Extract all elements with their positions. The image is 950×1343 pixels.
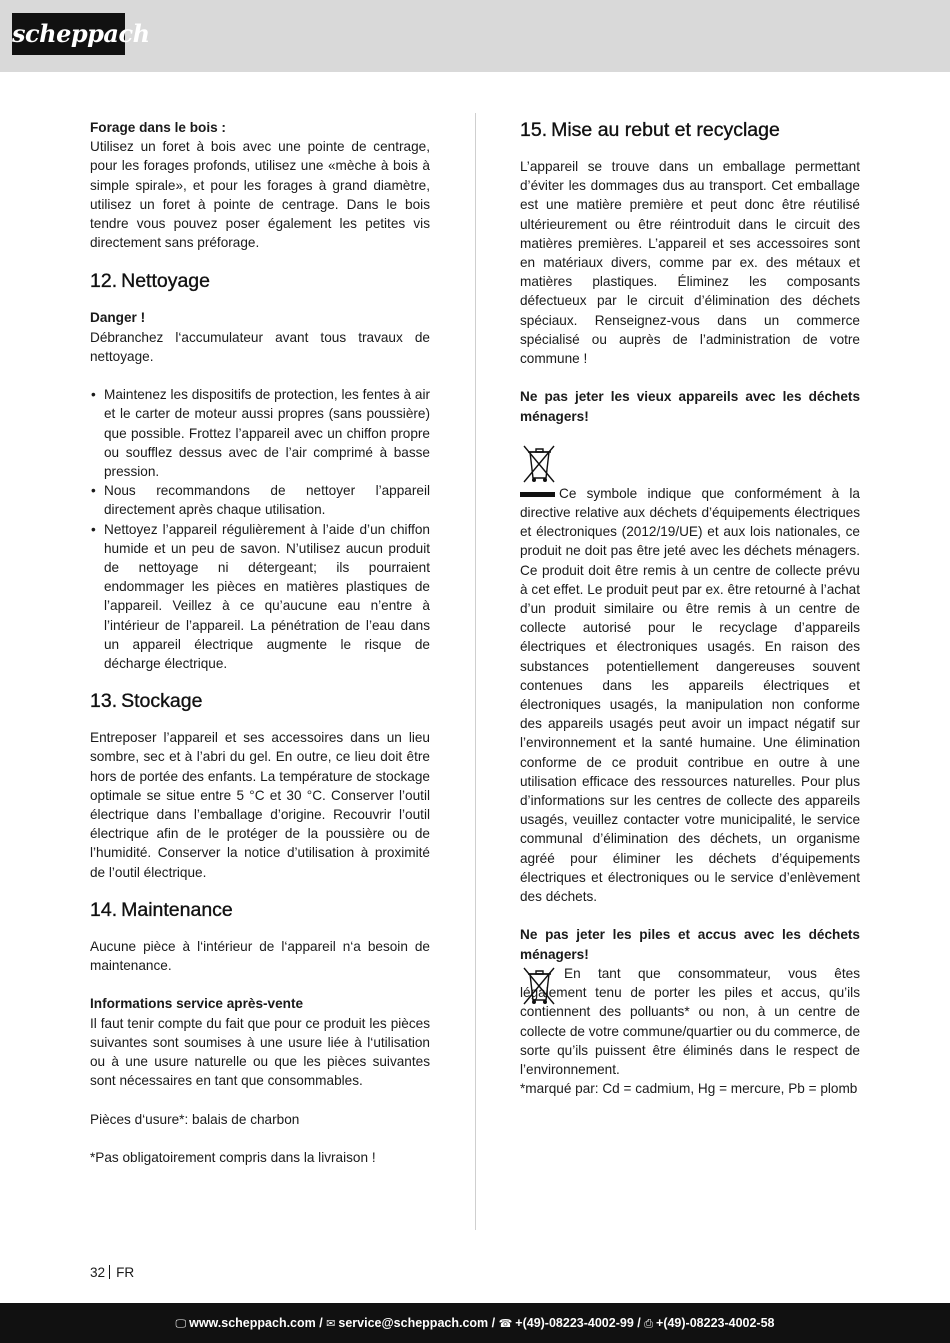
section-13-heading — [90, 689, 430, 713]
batteries-paragraph: En tant que consommateur, vous êtes légalement tenu de porter les piles et accus, qu’ils contiennent des polluants* ou non, à un centre de collecte de votre commune/quartier ou du commerce, de sorte qu’ils puissent être éliminés dans le respect de l’environnement. — [520, 965, 861, 1077]
weee-paragraph — [520, 484, 860, 906]
danger-label: Danger ! — [90, 310, 146, 326]
footer-fax: +(49)-08223-4002-58 — [656, 1316, 775, 1330]
page-number-separator — [109, 1265, 110, 1279]
page-footer — [0, 1303, 950, 1343]
page-header — [0, 0, 950, 72]
section-12-heading — [90, 269, 430, 293]
page-number-value: 32 — [90, 1265, 106, 1280]
section-15-heading — [520, 118, 860, 142]
batteries-heading: Ne pas jeter les piles et accus avec les déchets ménagers! — [520, 927, 860, 962]
footer-website[interactable]: www.scheppach.com — [189, 1316, 316, 1330]
footer-separator: / — [315, 1316, 327, 1330]
right-column — [520, 118, 860, 1098]
brand-logo: scheppach — [12, 13, 125, 55]
drilling-heading: Forage dans le bois : — [90, 120, 226, 135]
column-divider — [475, 113, 476, 1230]
footer-phone[interactable]: +(49)-08223-4002-99 — [515, 1316, 634, 1330]
marked-note: *marqué par: Cd = cadmium, Hg = mercure, Pb = plomb — [520, 1081, 858, 1097]
drilling-paragraph: Utilisez un foret à bois avec une pointe de centrage, pour les forages profonds, utilisez une «mèche à bois à simple spirale», et pour les forages à grand diamètre, utilisez un foret à pointe de centrage. Dans le bois tendre vous pouvez poser également les petites vis directement sans préforage. — [90, 139, 430, 251]
cleaning-list — [90, 385, 430, 673]
mail-icon: ✉ — [326, 1318, 336, 1330]
danger-paragraph: Débranchez l‘accumulateur avant tous travaux de nettoyage. — [90, 329, 430, 364]
list-item: • Nous recommandons de nettoyer l’appareil directement après chaque utilisation. — [90, 481, 430, 519]
page-number — [90, 1265, 134, 1280]
section-13-number: 13. — [90, 690, 118, 713]
footer-email[interactable]: service@scheppach.com — [338, 1316, 489, 1330]
weee-symbol-row — [520, 442, 860, 484]
computer-icon: 🖵 — [175, 1318, 187, 1330]
list-item: • Maintenez les dispositifs de protection, les fentes à air et le carter de moteur aussi propres (sans poussière) que possible. Frottez l’appareil avec un chiffon propre ou soufflez dessus avec de l’air comprimé à basse pression. — [90, 385, 430, 481]
page-language: FR — [116, 1265, 135, 1280]
list-item: • Nettoyez l’appareil régulièrement à l’aide d’un chiffon humide et un peu de savon. N’utilisez aucun produit de nettoyage ni détergeant; ils pourraient endommager les pièces en matières plastiques de l’appareil. Veillez à ce qu’aucune eau n’entre à l’intérieur de l’appareil. La pénétration de l’eau dans un appareil électrique augmente le risque de décharge électrique. — [90, 520, 430, 674]
section-12-title: Nettoyage — [121, 270, 211, 293]
section-14-number: 14. — [90, 898, 118, 921]
footer-separator: / — [633, 1316, 645, 1330]
maintenance-paragraph: Aucune pièce à l‘intérieur de l‘appareil n‘a besoin de maintenance. — [90, 938, 430, 974]
crossed-bin-icon — [520, 442, 558, 484]
section-15-title: Mise au rebut et recyclage — [551, 119, 780, 141]
section-14-heading — [90, 898, 430, 922]
weee-text: Ce symbole indique que conformément à la directive relative aux déchets d’équipements électriques et électroniques (2012/19/UE) et aux lois nationales, ce produit ne doit pas être jeté avec les déchets ménagers. Ce produit doit être remis à un centre de collecte prévu à cet effet. Le produit peut par ex. être retourné à l’achat d’un produit similaire ou être remis à un centre de collecte autorisé pour le recyclage d’appareils électriques et électroniques usagés. En raison des substances potentiellement dangereuses souvent contenues dans les appareils électriques et électroniques usagés, la manipulation non conforme des appareils usagés peut avoir un impact négatif sur l’environnement et la santé humaine. Une élimination conforme de ce produit contribue en outre à une utilisation efficace des ressources naturelles. Pour plus d’informations sur les centres de collecte des appareils usagés, veuillez contacter votre municipalité, le service communal d’élimination des déchets, un organisme agréé pour éliminer les déchets d’équipements électriques et électroniques ou le service d’enlèvement des déchets. — [520, 485, 860, 905]
footer-separator: / — [488, 1316, 499, 1330]
left-column — [90, 118, 430, 1167]
section-14-title: Maintenance — [121, 898, 233, 921]
not-included-note: *Pas obligatoirement compris dans la livraison ! — [90, 1150, 376, 1166]
fax-icon: ⎙ — [644, 1318, 654, 1330]
battery-block — [520, 964, 860, 1079]
service-paragraph: Il faut tenir compte du fait que pour ce produit les pièces suivantes sont soumises à une usure liée à l‘utilisation ou à une usure naturelle ou que les pièces suivantes sont nécessaires en tant que consommables. — [90, 1015, 430, 1089]
section-13-title: Stockage — [121, 690, 203, 713]
no-household-heading: Ne pas jeter les vieux appareils avec les déchets ménagers! — [520, 389, 860, 424]
section-12-number: 12. — [90, 270, 118, 293]
crossed-bin-icon — [520, 964, 558, 1006]
storage-paragraph: Entreposer l’appareil et ses accessoires dans un lieu sombre, sec et à l’abri du gel. En outre, ce lieu doit être hors de portée des enfants. La température de stockage optimale se situe entre 5 °C et 30 °C. Conserver l’outil électrique dans l’emballage d’origine. Recouvrir l’outil électrique afin de le protéger de la poussière ou de l’humidité. Conserver la notice d’utilisation à proximité de l’outil électrique. — [90, 730, 430, 880]
section-15-number: 15. — [520, 119, 548, 141]
wear-parts-line: Pièces d‘usure*: balais de charbon — [90, 1111, 300, 1127]
recycling-paragraph: L’appareil se trouve dans un emballage permettant d’éviter les dommages dus au transport. Cet emballage est une matière première et peut donc être réutilisé ultérieurement ou être réintroduit dans le circuit des matières premières. L’appareil et ses accessoires sont en matériaux divers, comme par ex. des métaux et matières plastiques. Éliminez les composants défectueux par le circuit d’élimination des déchets spéciaux. Renseignez-vous dans un commerce spécialisé ou auprès de l’administration de votre commune ! — [520, 159, 860, 367]
weee-bar-mark — [520, 492, 555, 497]
service-heading: Informations service après-vente — [90, 996, 304, 1012]
phone-icon: ☎ — [498, 1318, 513, 1330]
